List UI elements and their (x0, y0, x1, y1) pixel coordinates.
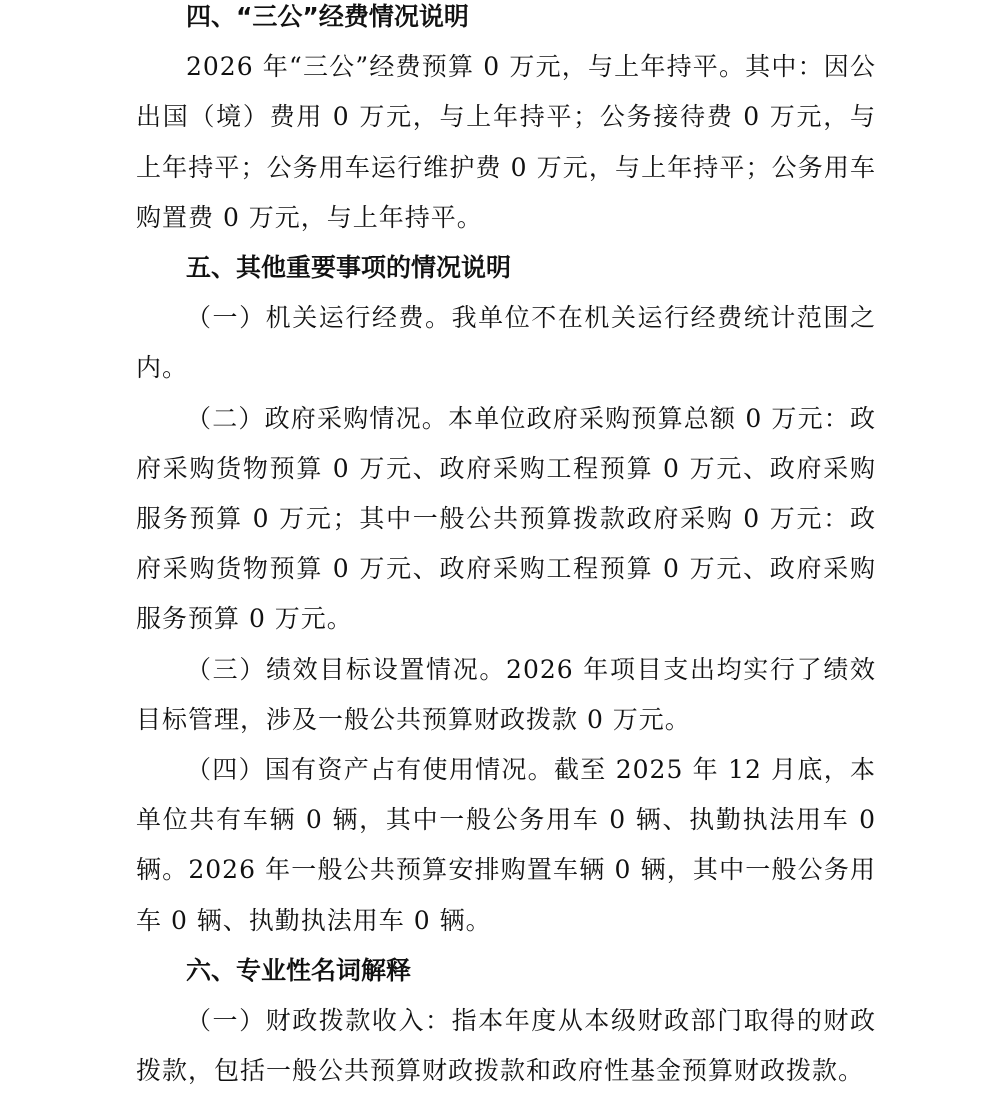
paragraph-text: 2026 年项目支出均实行了绩效目标管理，涉及一般公共预算财政拨款 0 万元。 (136, 654, 876, 734)
paragraph-fiscal-appropriation-income (136, 996, 876, 1096)
section-heading-terminology: 六、专业性名词解释 (186, 955, 412, 985)
paragraph-operating-funds (136, 293, 876, 393)
paragraph-text: 本单位政府采购预算总额 0 万元：政府采购货物预算 0 万元、政府采购工程预算 0 万元、政府采购服务预算 0 万元；其中一般公共预算拨款政府采购 0 万元：政府采购货物预算 0 万元、政府采购工程预算 0 万元、政府采购服务预算 0 万元。 (136, 403, 876, 634)
paragraph-text: 我单位不在机关运行经费统计范围之内。 (136, 303, 876, 383)
section-heading-3-public-funds: 四、“三公”经费情况说明 (186, 2, 469, 31)
paragraph-text: 指本年度从本级财政部门取得的财政拨款，包括一般公共预算财政拨款和政府性基金预算财政拨款。 (136, 1006, 876, 1086)
document-page (136, 0, 876, 1096)
paragraph-performance-targets (136, 645, 876, 745)
subheading-state-assets: （四）国有资产占有使用情况。 (186, 755, 554, 785)
subheading-government-procurement: （二）政府采购情况。 (186, 403, 448, 433)
paragraph-government-procurement (136, 394, 876, 645)
subheading-performance-targets: （三）绩效目标设置情况。 (186, 654, 507, 684)
subheading-fiscal-appropriation-income: （一）财政拨款收入： (186, 1006, 452, 1036)
paragraph-text: 截至 2025 年 12 月底，本单位共有车辆 0 辆，其中一般公务用车 0 辆、执勤执法用车 0 辆。2026 年一般公共预算安排购置车辆 0 辆，其中一般公务用车 0 辆、执勤执法用车 0 辆。 (136, 755, 876, 935)
section-heading-other-matters: 五、其他重要事项的情况说明 (186, 253, 512, 283)
paragraph-3-public-funds: 2026 年“三公”经费预算 0 万元，与上年持平。其中：因公出国（境）费用 0 万元，与上年持平；公务接待费 0 万元，与上年持平；公务用车运行维护费 0 万元，与上年持平；公务用车购置费 0 万元，与上年持平。 (136, 52, 876, 232)
paragraph-state-assets (136, 745, 876, 946)
subheading-operating-funds: （一）机关运行经费。 (186, 303, 452, 333)
